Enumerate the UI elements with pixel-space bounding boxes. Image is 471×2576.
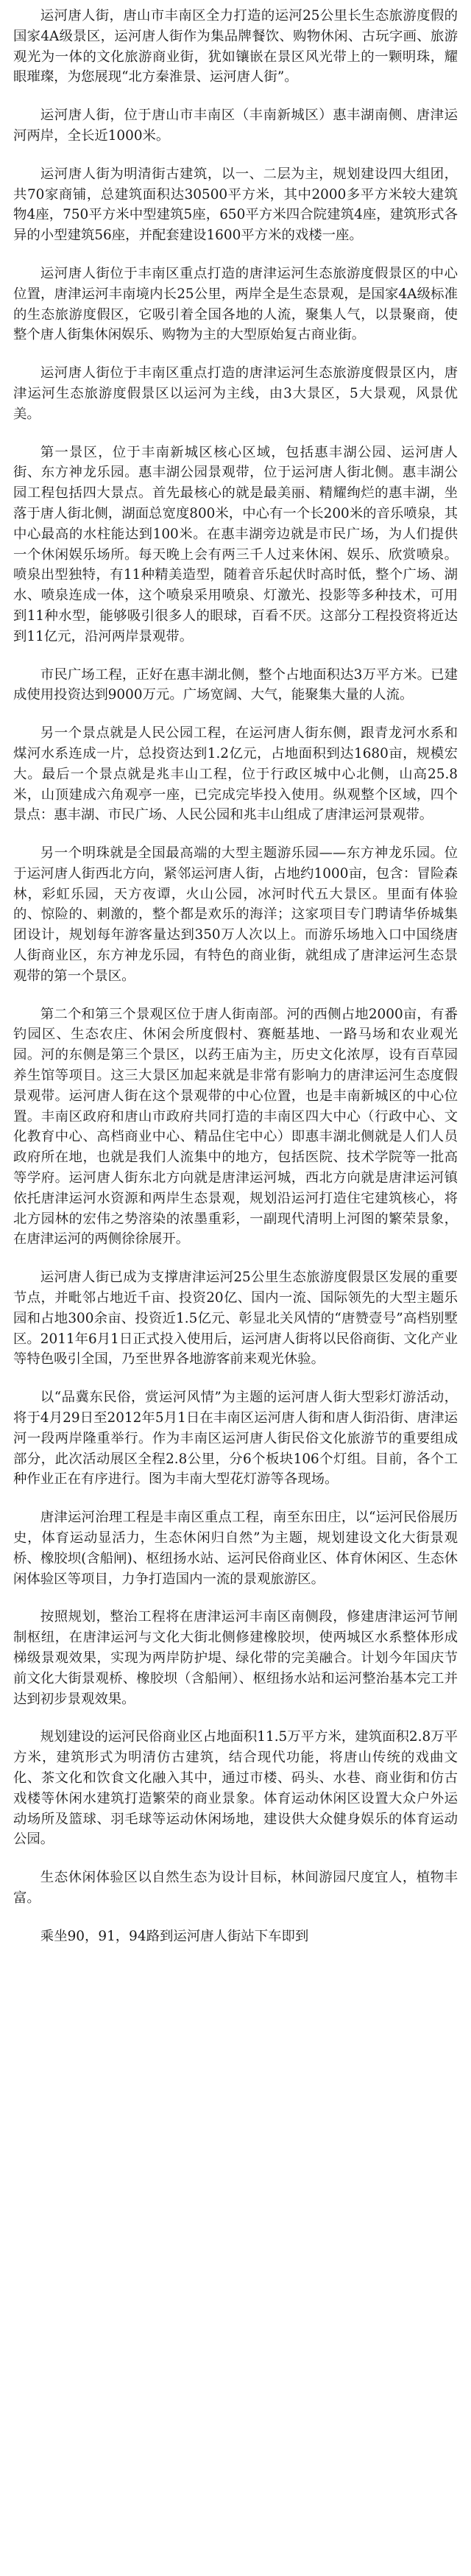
paragraph-people-park: 另一个景点就是人民公园工程，在运河唐人街东侧，跟青龙河水系和煤河水系连成一片，总投资达到1.2亿元，占地面积到达1680亩，规模宏大。最后一个景点就是兆丰山工程，位于行政区城中心北侧，山高25.8米，山顶建成六角观亭一座，已完成完毕投入使用。纵观整个区域，四个景点：惠丰湖、市民广场、人民公园和兆丰山组成了唐津运河景观带。	[13, 725, 458, 823]
paragraph-architecture: 运河唐人街为明清街古建筑，以一、二层为主，规划建设四大组团，共70家商铺，总建筑面积达30500平方米，其中2000多平方米较大建筑物4座，750平方米中型建筑5座，650平方米四合院建筑4座，建筑形式各异的小型建筑56座，并配套建设1600平方米的戏楼一座。	[13, 166, 458, 244]
paragraph-lantern-festival: 以“品冀东民俗，赏运河风情”为主题的运河唐人街大型彩灯游活动，将于4月29日至2012年5月1日在丰南区运河唐人街和唐人街沿街、唐津运河一段两岸隆重举行。作为丰南区运河唐人街民俗文化旅游节的重要组成部分，此次活动展区全程2.8公里，分6个板块106个灯组。目前，各个工种作业正在有序进行。图为丰南大型花灯游等各现场。	[13, 1390, 458, 1488]
paragraph-bus-directions: 乘坐90，91，94路到运河唐人街站下车即到	[40, 1928, 309, 1944]
paragraph-location: 运河唐人街，位于唐山市丰南区（丰南新城区）惠丰湖南侧、唐津运河两岸，全长近1000米。	[13, 108, 458, 144]
paragraph-citizen-square: 市民广场工程，正好在惠丰湖北侧，整个占地面积达3万平方米。已建成使用投资达到9000万元。广场宽阔、大气，能聚集大量的人流。	[13, 666, 458, 703]
paragraph-second-third-areas: 第二个和第三个景观区位于唐人街南部。河的西侧占地2000亩，有番钓园区、生态农庄、休闲会所度假村、赛艇基地、一路马场和农业观光园。河的东侧是第三个景区，以药王庙为主，历史文化浓厚，设有百草园养生馆等项目。这三大景区加起来就是非常有影响力的唐津运河生态度假景观带。运河唐人街在这个景观带的中心位置，也是丰南新城区的中心位置。丰南区政府和唐山市政府共同打造的丰南区四大中心（行政中心、文化教育中心、高档商业中心、精品住宅中心）即惠丰湖北侧就是人们人员政府所在地，也就是我们人流集中的地方，包括医院、技术学院等一批高等学府。运河唐人街东北方向就是唐津运河城，西北方向就是唐津运河镇依托唐津运河水资源和两岸生态景观，规划沿运河打造住宅建筑核心，将北方园林的宏伟之势溶染的浓墨重彩，一副现代清明上河图的繁荣景象，在唐津运河的两侧徐徐展开。	[13, 1006, 458, 1247]
paragraph-river-project: 唐津运河治理工程是丰南区重点工程，南至东田庄，以“运河民俗展历史，体育运动显活力，生态休闲归自然”为主题，规划建设文化大街景观桥、橡胶坝(含船闸)、枢纽扬水站、运河民俗商业区、体育休闲区、生态休闲体验区等项目，力争打造国内一流的景观旅游区。	[13, 1510, 458, 1587]
paragraph-scenic-center: 运河唐人街位于丰南区重点打造的唐津运河生态旅游度假景区的中心位置，唐津运河丰南境内长25公里，两岸全是生态景观，是国家4A级标准的生态旅游度假区，它吸引着全国各地的人流，聚集人气，以景聚商，使整个唐人街集休闲娱乐、购物为主的大型原始复古商业街。	[13, 265, 458, 343]
paragraph-key-node: 运河唐人街已成为支撑唐津运河25公里生态旅游度假景区发展的重要节点，并毗邻占地近千亩、投资20亿、国内一流、国际领先的大型主题乐园和占地300余亩、投资近1.5亿元、彰显北关风情的“唐赞壹号”高档别墅区。2011年6月1日正式投入使用后，运河唐人街将以民俗商街、文化产业等特色吸引全国，乃至世界各地游客前来观光休验。	[13, 1270, 458, 1368]
paragraph-first-area: 第一景区，位于丰南新城区核心区域，包括惠丰湖公园、运河唐人街、东方神龙乐园。惠丰湖公园景观带，位于运河唐人街北侧。惠丰湖公园工程包括四大景点。首先最核心的就是最美丽、精耀绚烂的惠丰湖，坐落于唐人街北侧，湖面总宽度800米，中心有一个长200米的音乐喷泉，其中心最高的水柱能达到100米。在惠丰湖旁边就是市民广场，为人们提供一个休闲娱乐场所。每天晚上会有两三千人过来休闲、娱乐、欣赏喷泉。喷泉出型独特，有11种精美造型，随着音乐起伏时高时低，整个广场、湖水、喷泉连成一体，这个喷泉采用喷泉、灯激光、投影等多种技术，可用到11种水型，能够吸引很多人的眼球，百看不厌。这部分工程投资将近达到11亿元，沿河两岸景观带。	[13, 444, 458, 644]
paragraph-eco-zone: 生态休闲体验区以自然生态为设计目标，林间游园尺度宜人，植物丰富。	[13, 1870, 458, 1906]
paragraph-three-areas: 运河唐人街位于丰南区重点打造的唐津运河生态旅游度假景区内，唐津运河生态旅游度假景区以运河为主线，由3大景区，5大景观，风景优美。	[13, 365, 458, 422]
paragraph-intro: 运河唐人街，唐山市丰南区全力打造的运河25公里长生态旅游度假的国家4A级景区，运河唐人街作为集品牌餐饮、购物休闲、古玩字画、旅游观光为一体的文化旅游商业街，犹如镶嵌在景区风光带上的一颗明珠，耀眼璀璨，为您展现“北方秦淮景、运河唐人街”。	[13, 8, 458, 85]
paragraph-theme-park: 另一个明珠就是全国最高端的大型主题游乐园——东方神龙乐园。位于运河唐人街西北方向，紧邻运河唐人街，占地约1000亩，包含：冒险森林，彩虹乐园，天方夜谭，火山公园，冰河时代五大景区。里面有体验的、惊险的、刺激的，整个都是欢乐的海洋；这家项目专门聘请华侨城集团设计，规划每年游客量达到350万人次以上。而游乐场地入口中国绕唐人街商业区，东方神龙乐园，有特色的商业街，就组成了唐津运河生态景观带的第一个景区。	[13, 845, 458, 984]
paragraph-folk-district: 规划建设的运河民俗商业区占地面积11.5万平方米，建筑面积2.8万平方米，建筑形式为明清仿古建筑，结合现代功能，将唐山传统的戏曲文化、茶文化和饮食文化融入其中，通过市楼、码头、水巷、商业街和仿古戏楼等休闲水建筑打造繁荣的商业景象。体育运动休闲区设置大众户外运动场所及篮球、羽毛球等运动休闲场地，建设供大众健身娱乐的体育运动公园。	[13, 1729, 458, 1848]
paragraph-plan: 按照规划，整治工程将在唐津运河丰南区南侧段，修建唐津运河节闸制枢纽，在唐津运河与文化大街北侧修建橡胶坝，使两城区水系整体形成梯级景观效果，实现为两岸防护堤、绿化带的完美融合。计划今年国庆节前文化大街景观桥、橡胶坝（含船闸）、枢纽扬水站和运河整治基本完工并达到初步景观效果。	[13, 1609, 458, 1707]
